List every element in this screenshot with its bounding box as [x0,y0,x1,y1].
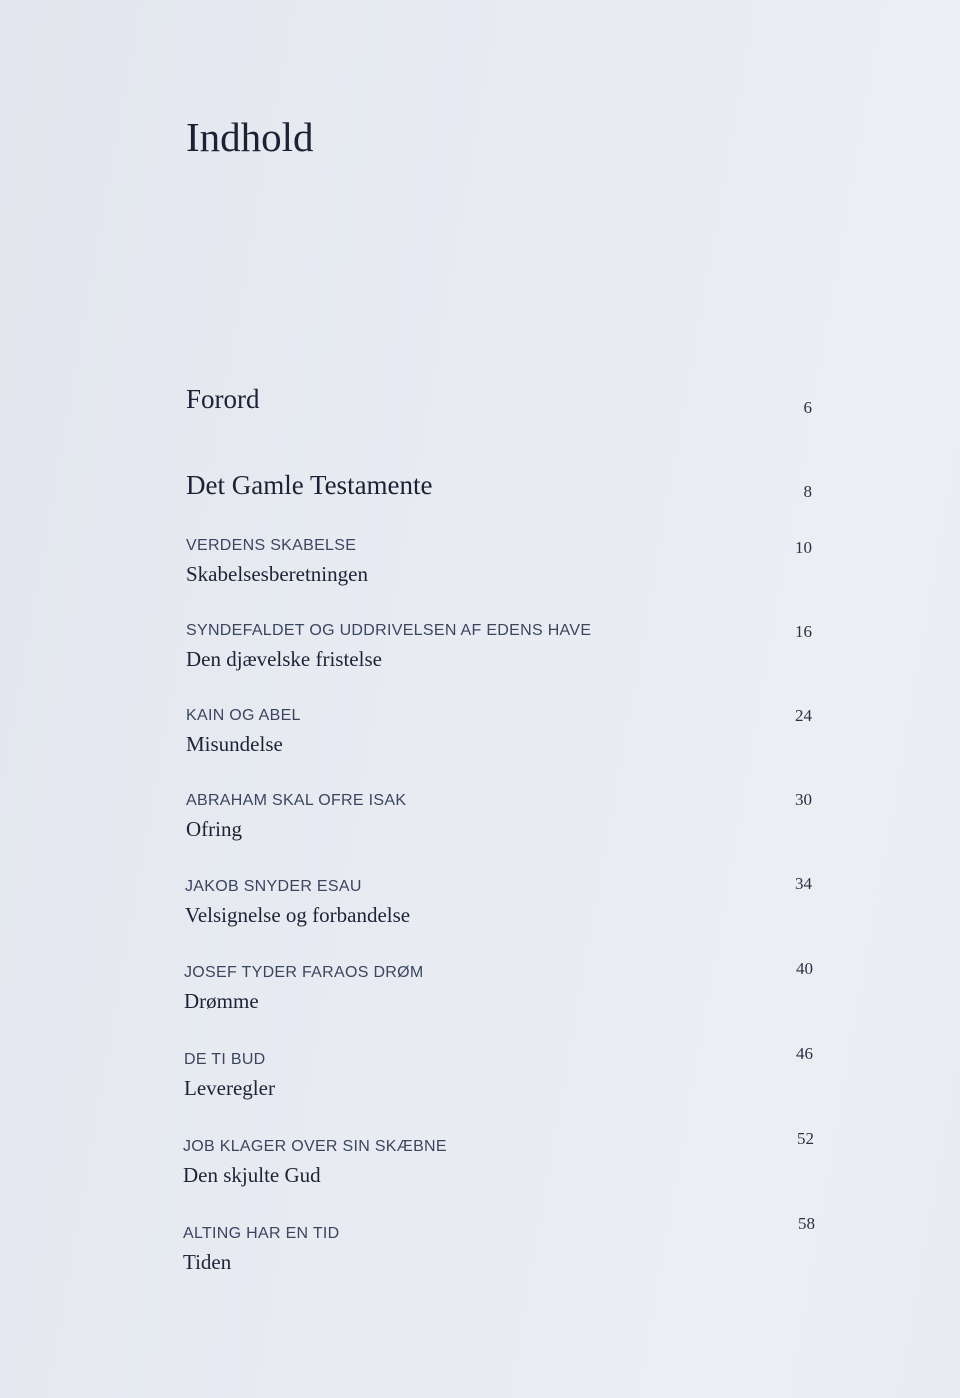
entry-subtitle: Velsignelse og forbandelse [185,903,411,927]
toc-entry [184,1050,844,1120]
entry-kicker: KAIN OG ABEL [186,707,301,724]
toc-entry [183,1137,843,1207]
page-number-section: 8 [803,482,812,501]
entry-subtitle: Ofring [186,817,242,841]
entry-kicker: DE TI BUD [184,1051,266,1068]
entry-subtitle: Drømme [184,989,259,1013]
entry-page-number: 52 [797,1129,814,1148]
toc-entry [186,791,846,861]
entry-page-number: 10 [795,538,812,557]
entry-kicker: ABRAHAM SKAL OFRE ISAK [186,792,407,809]
entry-subtitle: Skabelsesberetningen [186,562,368,586]
entry-page-number: 30 [795,790,812,809]
entry-subtitle: Leveregler [184,1076,275,1100]
entry-page-number: 58 [798,1214,815,1233]
entry-kicker: JAKOB SNYDER ESAU [185,878,362,895]
toc-heading-section: Det Gamle Testamente [186,470,433,500]
entry-kicker: VERDENS SKABELSE [186,537,357,554]
entry-page-number: 40 [796,959,813,978]
toc-entry [183,1224,843,1294]
toc-entry [184,963,844,1033]
page-number-forord: 6 [803,398,812,417]
entry-subtitle: Misundelse [186,732,283,756]
entry-kicker: JOB KLAGER OVER SIN SKÆBNE [183,1138,447,1155]
entry-subtitle: Den skjulte Gud [183,1163,321,1187]
toc-entry [186,706,846,776]
entry-kicker: ALTING HAR EN TID [183,1225,340,1242]
toc-entry [186,621,846,691]
entry-page-number: 46 [796,1044,813,1063]
entry-page-number: 24 [795,706,812,725]
entry-page-number: 16 [795,622,812,641]
page-title: Indhold [186,114,314,160]
entry-subtitle: Tiden [183,1250,232,1274]
toc-heading-forord: Forord [186,384,260,414]
entry-kicker: JOSEF TYDER FARAOS DRØM [184,964,424,981]
entry-kicker: SYNDEFALDET OG UDDRIVELSEN AF EDENS HAVE [186,622,592,639]
entry-subtitle: Den djævelske fristelse [186,647,382,671]
toc-entry [185,877,845,947]
toc-entry [186,536,846,606]
entry-page-number: 34 [795,874,812,893]
